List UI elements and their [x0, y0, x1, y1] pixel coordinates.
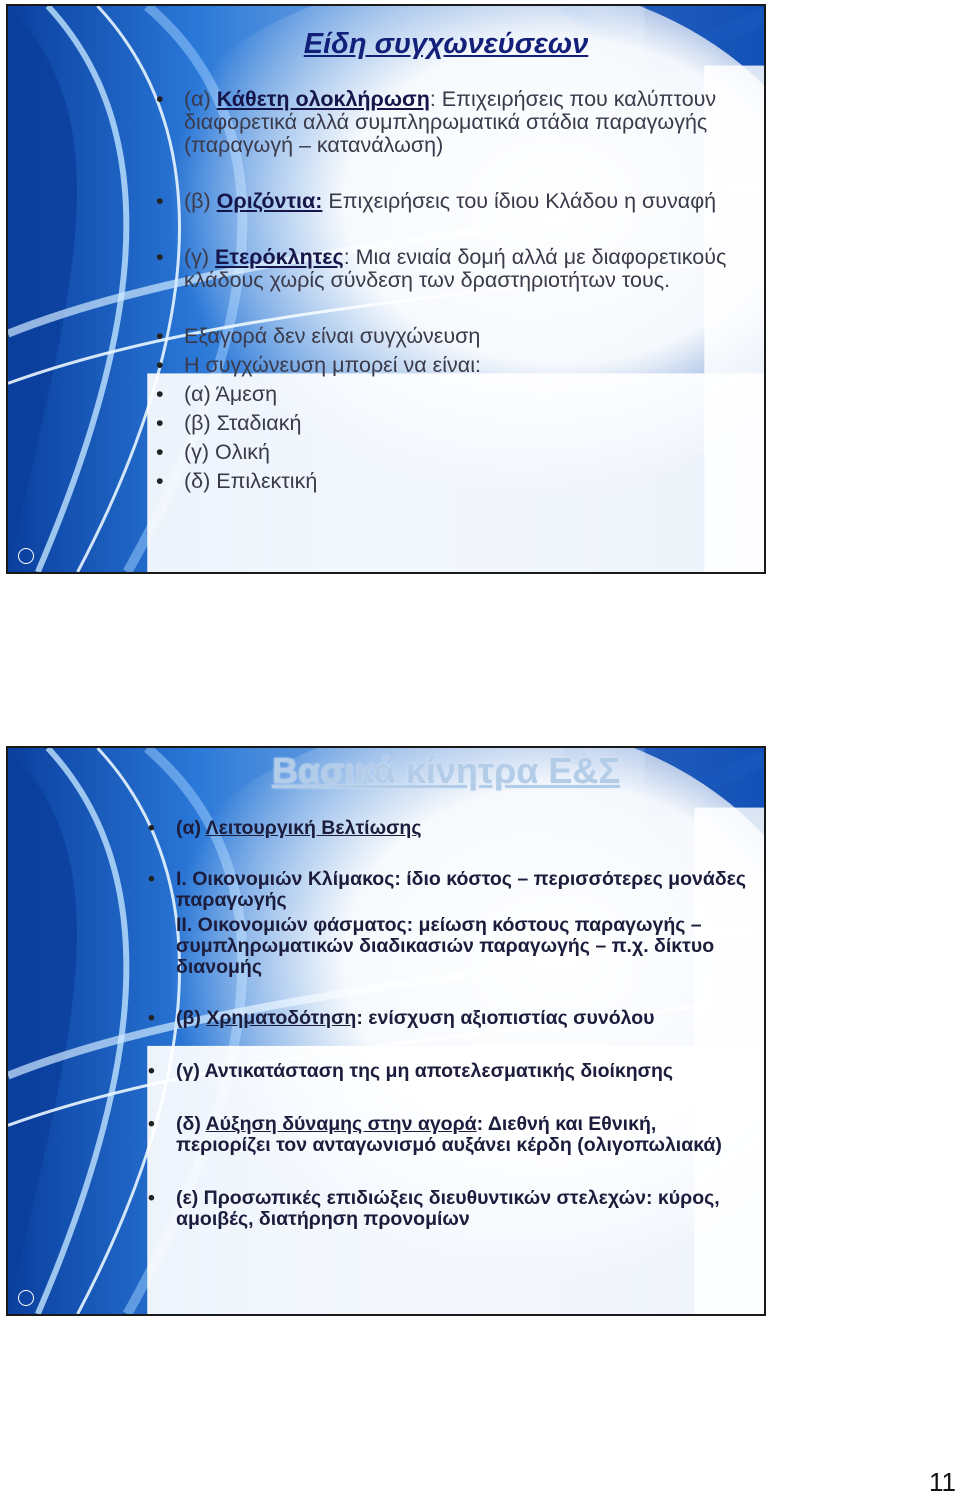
- list-item: [184, 246, 744, 292]
- circle-decoration-icon: [18, 548, 34, 564]
- item-text: : ενίσχυση αξιοπιστίας συνόλου: [356, 1007, 655, 1029]
- list-item: • Ι. Οικονομιών Κλίμακος: ίδιο κόστος – περισσότερες μονάδες παραγωγής: [176, 869, 756, 911]
- item-term: Λειτουργική Βελτίωσης: [205, 817, 422, 839]
- item-prefix: (β): [184, 189, 217, 213]
- item-text: : Μια ενιαία δομή αλλά με διαφορετικούς κλάδους χωρίς σύνδεση των δραστηριοτήτων τους.: [184, 245, 727, 292]
- slide-title: Είδη συγχωνεύσεων: [303, 28, 589, 60]
- page-number: 11: [929, 1467, 956, 1497]
- slide-motives: [6, 746, 766, 1316]
- list-item: • (α) Άμεση: [184, 383, 744, 406]
- item-prefix: (δ): [176, 1113, 206, 1135]
- item-term: Κάθετη ολοκλήρωση: [216, 87, 430, 111]
- merger-types-list: [184, 88, 744, 499]
- motives-list: [176, 818, 756, 1230]
- item-text: Επιχειρήσεις του ίδιου Κλάδου η συναφή: [322, 189, 717, 213]
- list-item: [184, 88, 744, 157]
- list-item: • (γ) Ολική: [184, 441, 744, 464]
- item-text: : Επιχειρήσεις που καλύπτουν διαφορετικά αλλά συμπληρωματικά στάδια παραγωγής (παραγωγή – κατανάλωση): [184, 87, 717, 157]
- slide-title: Βασικά κίνητρα Ε&Σ: [272, 750, 620, 791]
- list-item: • (δ) Επιλεκτική: [184, 470, 744, 493]
- slide-mergers-types: [6, 4, 766, 574]
- item-prefix: (α): [184, 87, 217, 111]
- item-prefix: (α): [176, 817, 206, 839]
- list-item: [176, 1008, 756, 1029]
- list-item: • (β) Σταδιακή: [184, 412, 744, 435]
- list-item: [176, 1114, 756, 1156]
- list-item: • Εξαγορά δεν είναι συγχώνευση: [184, 325, 744, 348]
- list-item: [176, 818, 756, 839]
- item-prefix: (β): [176, 1007, 207, 1029]
- item-term: Αύξηση δύναμης στην αγορά: [205, 1113, 477, 1135]
- list-item: • (ε) Προσωπικές επιδιώξεις διευθυντικών στελεχών: κύρος, αμοιβές, διατήρηση προνομίων: [176, 1188, 756, 1230]
- item-term: Οριζόντια:: [216, 189, 323, 213]
- list-item: • Η συγχώνευση μπορεί να είναι:: [184, 354, 744, 377]
- list-item: [184, 190, 744, 213]
- list-item: ΙΙ. Οικονομιών φάσματος: μείωση κόστους παραγωγής – συμπληρωματικών διαδικασιών παραγωγής – π.χ. δίκτυο διανομής: [176, 914, 715, 978]
- item-prefix: (γ): [184, 245, 216, 269]
- circle-decoration-icon: [18, 1290, 34, 1306]
- item-term: Ετερόκλητες: [215, 245, 344, 269]
- item-term: Χρηματοδότηση: [206, 1007, 357, 1029]
- item-text: : Διεθνή και Εθνική, περιορίζει τον ανταγωνισμό αυξάνει κέρδη (ολιγοπωλιακά): [176, 1113, 722, 1156]
- list-item: • (γ) Αντικατάσταση της μη αποτελεσματικής διοίκησης: [176, 1061, 756, 1082]
